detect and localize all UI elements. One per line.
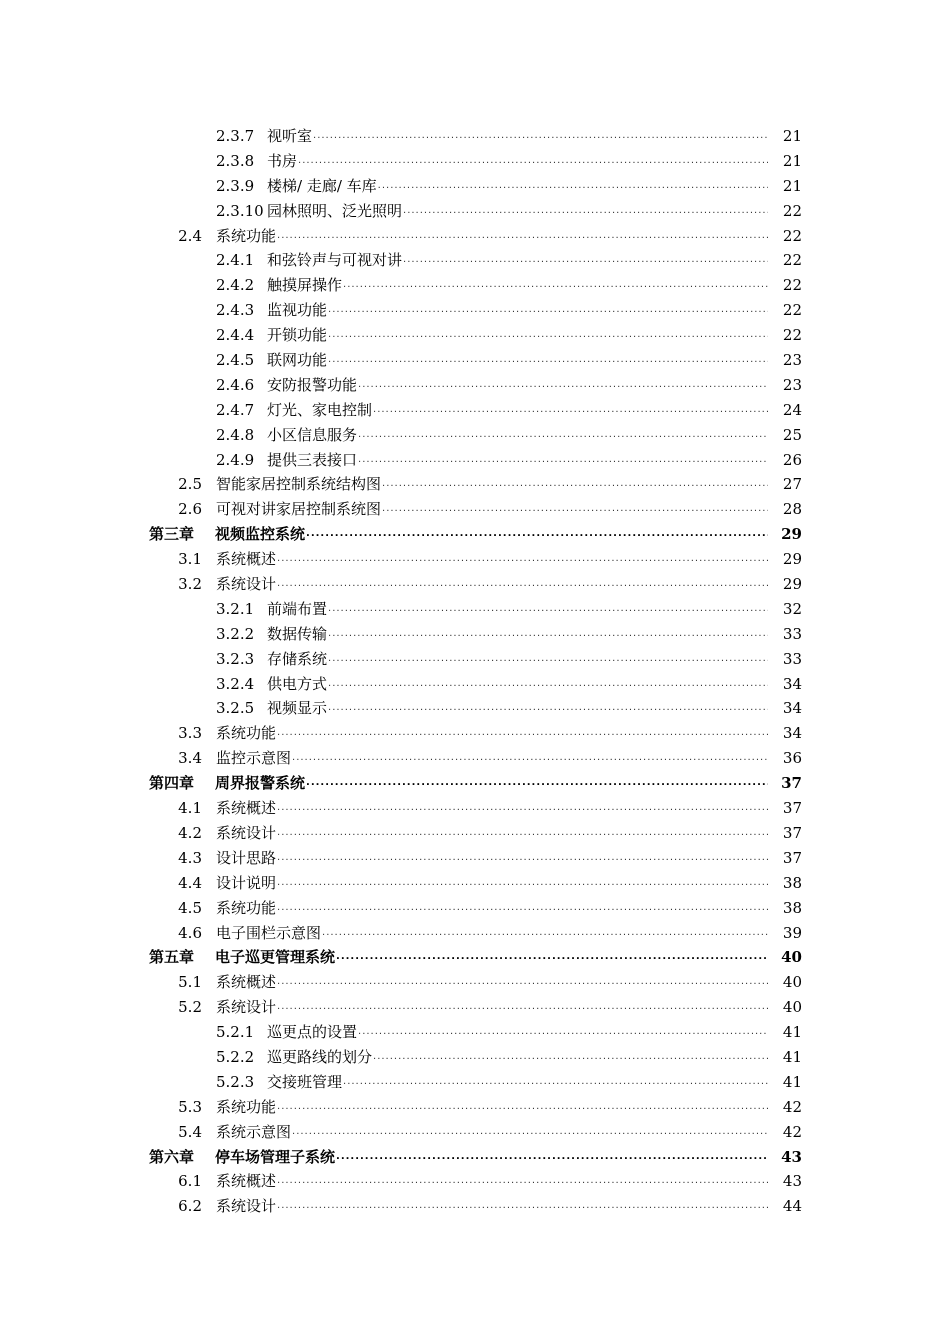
toc-entry-number: 2.3.7 bbox=[216, 127, 255, 145]
toc-entry-title: 系统概述 bbox=[216, 1172, 277, 1191]
toc-entry[interactable] bbox=[0, 622, 950, 647]
toc-entry-title: 智能家居控制系统结构图 bbox=[216, 475, 382, 494]
toc-entry[interactable] bbox=[0, 796, 950, 821]
toc-entry[interactable] bbox=[0, 1045, 950, 1070]
dot-leader bbox=[328, 647, 768, 672]
toc-entry-number: 第三章 bbox=[149, 525, 195, 544]
toc-entry-page-number: 32 bbox=[782, 599, 802, 618]
toc-entry-title: 视频显示 bbox=[267, 699, 328, 718]
toc-entry-title-wrap bbox=[267, 1045, 768, 1070]
toc-entry-title-wrap bbox=[267, 423, 768, 448]
toc-entry-page-number: 33 bbox=[782, 649, 802, 668]
toc-entry-page-number: 29 bbox=[781, 525, 802, 544]
toc-entry[interactable] bbox=[0, 721, 950, 746]
toc-entry-page-number: 40 bbox=[782, 973, 802, 992]
toc-entry-page-number: 43 bbox=[781, 1147, 802, 1166]
toc-entry-title: 设计说明 bbox=[216, 873, 277, 892]
toc-entry-number: 2.4 bbox=[178, 226, 202, 245]
dot-leader bbox=[277, 970, 768, 995]
toc-entry-page-number: 41 bbox=[782, 1072, 802, 1091]
toc-entry-title: 巡更路线的划分 bbox=[267, 1047, 373, 1066]
dot-leader bbox=[313, 124, 768, 149]
toc-entry-page-number: 39 bbox=[782, 923, 802, 942]
dot-leader bbox=[382, 497, 768, 522]
toc-entry-title-wrap bbox=[267, 448, 768, 473]
toc-entry-number: 5.2 bbox=[178, 998, 202, 1017]
dot-leader bbox=[328, 696, 768, 721]
toc-entry[interactable] bbox=[0, 373, 950, 398]
toc-entry-page-number: 40 bbox=[782, 998, 802, 1017]
toc-entry[interactable] bbox=[0, 423, 950, 448]
toc-entry[interactable] bbox=[0, 572, 950, 597]
toc-entry-title: 联网功能 bbox=[267, 351, 328, 370]
toc-entry[interactable] bbox=[0, 995, 950, 1020]
dot-leader bbox=[328, 622, 768, 647]
toc-entry-number: 5.3 bbox=[178, 1097, 202, 1116]
toc-entry[interactable] bbox=[0, 746, 950, 771]
toc-entry-number: 2.3.9 bbox=[216, 176, 255, 195]
toc-entry-title: 园林照明、泛光照明 bbox=[267, 201, 403, 220]
toc-entry-number: 2.4.2 bbox=[216, 276, 255, 295]
dot-leader bbox=[382, 472, 768, 497]
toc-entry[interactable] bbox=[0, 896, 950, 921]
dot-leader bbox=[322, 921, 768, 946]
toc-entry-title: 电子巡更管理系统 bbox=[215, 948, 336, 967]
toc-entry-page-number: 25 bbox=[782, 425, 802, 444]
dot-leader bbox=[403, 199, 768, 224]
dot-leader bbox=[378, 174, 768, 199]
toc-entry-title-wrap bbox=[267, 174, 768, 199]
toc-entry-page-number: 29 bbox=[782, 550, 802, 569]
toc-entry-title-wrap bbox=[215, 945, 768, 970]
toc-entry-title: 视听室 bbox=[267, 127, 313, 145]
toc-entry-title-wrap bbox=[216, 721, 768, 746]
dot-leader bbox=[373, 1045, 768, 1070]
toc-entry-title: 安防报警功能 bbox=[267, 375, 358, 394]
dot-leader bbox=[328, 348, 768, 373]
toc-entry-number: 4.2 bbox=[178, 823, 202, 842]
toc-entry-number: 3.2.2 bbox=[216, 624, 255, 643]
toc-entry-title: 周界报警系统 bbox=[215, 774, 306, 793]
dot-leader bbox=[403, 248, 768, 273]
toc-entry-page-number: 22 bbox=[782, 276, 802, 295]
dot-leader bbox=[328, 323, 768, 348]
toc-entry-title: 存储系统 bbox=[267, 649, 328, 668]
dot-leader bbox=[277, 1194, 768, 1219]
toc-entry-title-wrap bbox=[267, 373, 768, 398]
toc-entry-title-wrap bbox=[267, 1070, 768, 1095]
toc-entry-number: 2.4.7 bbox=[216, 400, 255, 419]
toc-entry-title-wrap bbox=[216, 572, 768, 597]
toc-entry-number: 2.4.5 bbox=[216, 351, 255, 370]
toc-entry-title-wrap bbox=[267, 398, 768, 423]
toc-entry-title-wrap bbox=[216, 871, 768, 896]
toc-entry-title-wrap bbox=[267, 273, 768, 298]
toc-entry-page-number: 34 bbox=[782, 699, 802, 718]
dot-leader bbox=[306, 522, 768, 547]
toc-entry-title-wrap bbox=[267, 597, 768, 622]
toc-entry-title: 前端布置 bbox=[267, 599, 328, 618]
toc-entry-title: 和弦铃声与可视对讲 bbox=[267, 251, 403, 270]
dot-leader bbox=[277, 796, 768, 821]
toc-entry-title-wrap bbox=[267, 199, 768, 224]
toc-entry-title: 视频监控系统 bbox=[215, 525, 306, 544]
toc-entry-title-wrap bbox=[215, 1145, 768, 1170]
toc-entry-title-wrap bbox=[216, 472, 768, 497]
toc-entry-title-wrap bbox=[216, 497, 768, 522]
toc-entry-title: 系统概述 bbox=[216, 550, 277, 569]
toc-entry-title: 小区信息服务 bbox=[267, 425, 358, 444]
toc-chapter-entry[interactable] bbox=[0, 522, 950, 547]
toc-entry-title: 系统功能 bbox=[216, 226, 277, 245]
toc-entry[interactable] bbox=[0, 472, 950, 497]
toc-entry-title: 灯光、家电控制 bbox=[267, 400, 373, 419]
dot-leader bbox=[343, 1070, 768, 1095]
dot-leader bbox=[292, 1120, 768, 1145]
toc-entry-page-number: 38 bbox=[782, 898, 802, 917]
dot-leader bbox=[277, 995, 768, 1020]
dot-leader bbox=[336, 1145, 768, 1170]
toc-entry-number: 第四章 bbox=[149, 774, 195, 793]
toc-entry[interactable] bbox=[0, 398, 950, 423]
toc-entry-number: 2.4.9 bbox=[216, 450, 255, 469]
dot-leader bbox=[277, 821, 768, 846]
toc-entry-title-wrap bbox=[267, 149, 768, 174]
dot-leader bbox=[298, 149, 768, 174]
toc-entry-page-number: 28 bbox=[782, 500, 802, 519]
toc-entry-title: 触摸屏操作 bbox=[267, 276, 343, 295]
toc-entry-number: 3.2 bbox=[178, 575, 202, 594]
toc-entry-title-wrap bbox=[215, 771, 768, 796]
toc-entry-number: 5.2.1 bbox=[216, 1023, 255, 1042]
toc-entry-title: 系统设计 bbox=[216, 1197, 277, 1216]
toc-entry-title: 系统设计 bbox=[216, 998, 277, 1017]
dot-leader bbox=[277, 871, 768, 896]
toc-entry-title-wrap bbox=[267, 248, 768, 273]
toc-entry-number: 2.4.8 bbox=[216, 425, 255, 444]
toc-entry-number: 2.4.6 bbox=[216, 375, 255, 394]
toc-entry-title: 交接班管理 bbox=[267, 1072, 343, 1091]
toc-entry-title: 楼梯/ 走廊/ 车库 bbox=[267, 176, 377, 195]
toc-entry-title: 数据传输 bbox=[267, 624, 328, 643]
toc-entry-page-number: 23 bbox=[782, 375, 802, 394]
toc-entry-title-wrap bbox=[267, 696, 768, 721]
toc-entry[interactable] bbox=[0, 871, 950, 896]
toc-entry-page-number: 44 bbox=[782, 1197, 802, 1216]
toc-entry-page-number: 42 bbox=[782, 1122, 802, 1141]
dot-leader bbox=[277, 224, 768, 249]
toc-entry-title-wrap bbox=[216, 224, 768, 249]
toc-entry[interactable] bbox=[0, 199, 950, 224]
dot-leader bbox=[277, 1169, 768, 1194]
toc-entry-number: 6.1 bbox=[178, 1172, 202, 1191]
toc-entry-title-wrap bbox=[216, 1095, 768, 1120]
table-of-contents bbox=[0, 124, 950, 1219]
toc-entry-page-number: 21 bbox=[782, 127, 802, 145]
toc-entry[interactable] bbox=[0, 1095, 950, 1120]
toc-entry-page-number: 34 bbox=[782, 724, 802, 743]
toc-entry-title-wrap bbox=[216, 821, 768, 846]
toc-entry-title-wrap bbox=[216, 995, 768, 1020]
dot-leader bbox=[358, 373, 768, 398]
toc-entry-title-wrap bbox=[215, 522, 768, 547]
toc-entry-number: 2.4.1 bbox=[216, 251, 255, 270]
toc-entry[interactable] bbox=[0, 547, 950, 572]
toc-entry-title-wrap bbox=[216, 846, 768, 871]
toc-entry-number: 2.5 bbox=[178, 475, 202, 494]
toc-entry-page-number: 38 bbox=[782, 873, 802, 892]
toc-entry-number: 5.2.2 bbox=[216, 1047, 255, 1066]
toc-entry-title-wrap bbox=[267, 348, 768, 373]
toc-entry-number: 2.6 bbox=[178, 500, 202, 519]
toc-entry-title-wrap bbox=[216, 547, 768, 572]
dot-leader bbox=[328, 597, 768, 622]
toc-entry[interactable] bbox=[0, 696, 950, 721]
toc-entry-page-number: 21 bbox=[782, 151, 802, 170]
toc-entry-page-number: 21 bbox=[782, 176, 802, 195]
toc-entry-number: 4.5 bbox=[178, 898, 202, 917]
dot-leader bbox=[358, 1020, 768, 1045]
toc-chapter-entry[interactable] bbox=[0, 771, 950, 796]
toc-entry-title: 系统概述 bbox=[216, 799, 277, 818]
toc-entry-number: 4.4 bbox=[178, 873, 202, 892]
toc-entry-number: 2.3.8 bbox=[216, 151, 255, 170]
toc-entry-title: 系统概述 bbox=[216, 973, 277, 992]
dot-leader bbox=[277, 1095, 768, 1120]
toc-entry[interactable] bbox=[0, 846, 950, 871]
toc-entry[interactable] bbox=[0, 298, 950, 323]
toc-entry-title-wrap bbox=[216, 746, 768, 771]
toc-entry-number: 第五章 bbox=[149, 948, 195, 967]
toc-entry[interactable] bbox=[0, 348, 950, 373]
toc-entry[interactable] bbox=[0, 448, 950, 473]
toc-entry-title-wrap bbox=[267, 323, 768, 348]
toc-entry-number: 4.6 bbox=[178, 923, 202, 942]
dot-leader bbox=[336, 945, 768, 970]
toc-entry-number: 5.1 bbox=[178, 973, 202, 992]
toc-entry-title-wrap bbox=[267, 124, 768, 149]
dot-leader bbox=[277, 547, 768, 572]
toc-entry-number: 2.4.3 bbox=[216, 301, 255, 320]
toc-chapter-entry[interactable] bbox=[0, 945, 950, 970]
toc-entry-page-number: 22 bbox=[782, 301, 802, 320]
dot-leader bbox=[328, 672, 768, 697]
toc-entry-page-number: 23 bbox=[782, 351, 802, 370]
dot-leader bbox=[277, 896, 768, 921]
toc-entry-title: 书房 bbox=[267, 151, 298, 170]
dot-leader bbox=[358, 423, 768, 448]
toc-entry[interactable] bbox=[0, 821, 950, 846]
toc-entry-page-number: 22 bbox=[782, 201, 802, 220]
toc-entry[interactable] bbox=[0, 497, 950, 522]
toc-entry[interactable] bbox=[0, 1194, 950, 1219]
toc-entry[interactable] bbox=[0, 1120, 950, 1145]
toc-entry-title: 提供三表接口 bbox=[267, 450, 358, 469]
toc-entry-page-number: 37 bbox=[782, 823, 802, 842]
toc-entry-title: 系统示意图 bbox=[216, 1122, 292, 1141]
toc-entry-number: 6.2 bbox=[178, 1197, 202, 1216]
toc-entry-title: 停车场管理子系统 bbox=[215, 1147, 336, 1166]
toc-entry-title: 系统功能 bbox=[216, 1097, 277, 1116]
toc-entry[interactable] bbox=[0, 149, 950, 174]
toc-entry[interactable] bbox=[0, 647, 950, 672]
toc-entry-page-number: 22 bbox=[782, 251, 802, 270]
toc-entry-title: 设计思路 bbox=[216, 848, 277, 867]
dot-leader bbox=[343, 273, 768, 298]
toc-entry-page-number: 36 bbox=[782, 749, 802, 768]
toc-entry-page-number: 37 bbox=[782, 799, 802, 818]
toc-entry-number: 2.4.4 bbox=[216, 326, 255, 345]
dot-leader bbox=[358, 448, 768, 473]
toc-entry-title-wrap bbox=[267, 298, 768, 323]
toc-entry[interactable] bbox=[0, 970, 950, 995]
toc-entry-title-wrap bbox=[216, 970, 768, 995]
toc-entry-title: 系统功能 bbox=[216, 898, 277, 917]
toc-entry-page-number: 29 bbox=[782, 575, 802, 594]
toc-entry-title: 监控示意图 bbox=[216, 749, 292, 768]
toc-entry-page-number: 22 bbox=[782, 326, 802, 345]
toc-entry-number: 5.4 bbox=[178, 1122, 202, 1141]
toc-entry-number: 3.2.5 bbox=[216, 699, 255, 718]
toc-entry-number: 4.3 bbox=[178, 848, 202, 867]
toc-entry-page-number: 41 bbox=[782, 1023, 802, 1042]
toc-entry-page-number: 26 bbox=[782, 450, 802, 469]
dot-leader bbox=[292, 746, 768, 771]
toc-entry[interactable] bbox=[0, 174, 950, 199]
toc-entry-page-number: 37 bbox=[781, 774, 802, 793]
toc-entry-title-wrap bbox=[216, 1194, 768, 1219]
toc-entry[interactable] bbox=[0, 1169, 950, 1194]
dot-leader bbox=[277, 572, 768, 597]
toc-entry-title-wrap bbox=[216, 1120, 768, 1145]
toc-entry-title: 开锁功能 bbox=[267, 326, 328, 345]
toc-entry-title: 系统功能 bbox=[216, 724, 277, 743]
toc-entry-number: 3.2.3 bbox=[216, 649, 255, 668]
toc-entry-page-number: 34 bbox=[782, 674, 802, 693]
toc-entry-title-wrap bbox=[216, 1169, 768, 1194]
toc-entry-title: 系统设计 bbox=[216, 575, 277, 594]
toc-entry-title: 供电方式 bbox=[267, 674, 328, 693]
toc-entry-title-wrap bbox=[267, 1020, 768, 1045]
toc-entry-page-number: 22 bbox=[782, 226, 802, 245]
toc-entry[interactable] bbox=[0, 224, 950, 249]
dot-leader bbox=[306, 771, 768, 796]
toc-entry[interactable] bbox=[0, 597, 950, 622]
toc-entry-title: 监视功能 bbox=[267, 301, 328, 320]
toc-entry-number: 5.2.3 bbox=[216, 1072, 255, 1091]
toc-entry-number: 第六章 bbox=[149, 1147, 195, 1166]
toc-entry-title-wrap bbox=[216, 921, 768, 946]
toc-entry-number: 3.2.4 bbox=[216, 674, 255, 693]
toc-entry-number: 3.3 bbox=[178, 724, 202, 743]
toc-entry-page-number: 42 bbox=[782, 1097, 802, 1116]
dot-leader bbox=[373, 398, 768, 423]
toc-entry[interactable] bbox=[0, 1020, 950, 1045]
dot-leader bbox=[277, 721, 768, 746]
dot-leader bbox=[277, 846, 768, 871]
toc-entry[interactable] bbox=[0, 323, 950, 348]
toc-entry-number: 3.2.1 bbox=[216, 599, 255, 618]
toc-entry-title: 电子围栏示意图 bbox=[216, 923, 322, 942]
toc-entry-page-number: 33 bbox=[782, 624, 802, 643]
toc-entry-title-wrap bbox=[267, 622, 768, 647]
toc-entry[interactable] bbox=[0, 124, 950, 149]
toc-entry-page-number: 27 bbox=[782, 475, 802, 494]
toc-entry-page-number: 24 bbox=[782, 400, 802, 419]
toc-entry[interactable] bbox=[0, 248, 950, 273]
toc-entry-title-wrap bbox=[267, 647, 768, 672]
toc-entry-page-number: 40 bbox=[781, 948, 802, 967]
toc-entry-page-number: 41 bbox=[782, 1047, 802, 1066]
toc-entry[interactable] bbox=[0, 921, 950, 946]
toc-entry-title-wrap bbox=[267, 672, 768, 697]
toc-entry-title-wrap bbox=[216, 796, 768, 821]
toc-entry-number: 2.3.10 bbox=[216, 201, 264, 220]
toc-entry-title: 巡更点的设置 bbox=[267, 1023, 358, 1042]
dot-leader bbox=[328, 298, 768, 323]
toc-entry-title: 可视对讲家居控制系统图 bbox=[216, 500, 382, 519]
toc-entry[interactable] bbox=[0, 1070, 950, 1095]
toc-entry-number: 3.4 bbox=[178, 749, 202, 768]
toc-entry-number: 4.1 bbox=[178, 799, 202, 818]
toc-entry[interactable] bbox=[0, 672, 950, 697]
toc-chapter-entry[interactable] bbox=[0, 1145, 950, 1170]
toc-entry-number: 3.1 bbox=[178, 550, 202, 569]
toc-entry-page-number: 43 bbox=[782, 1172, 802, 1191]
toc-entry-title: 系统设计 bbox=[216, 823, 277, 842]
toc-entry-title-wrap bbox=[216, 896, 768, 921]
toc-entry[interactable] bbox=[0, 273, 950, 298]
toc-entry-page-number: 37 bbox=[782, 848, 802, 867]
